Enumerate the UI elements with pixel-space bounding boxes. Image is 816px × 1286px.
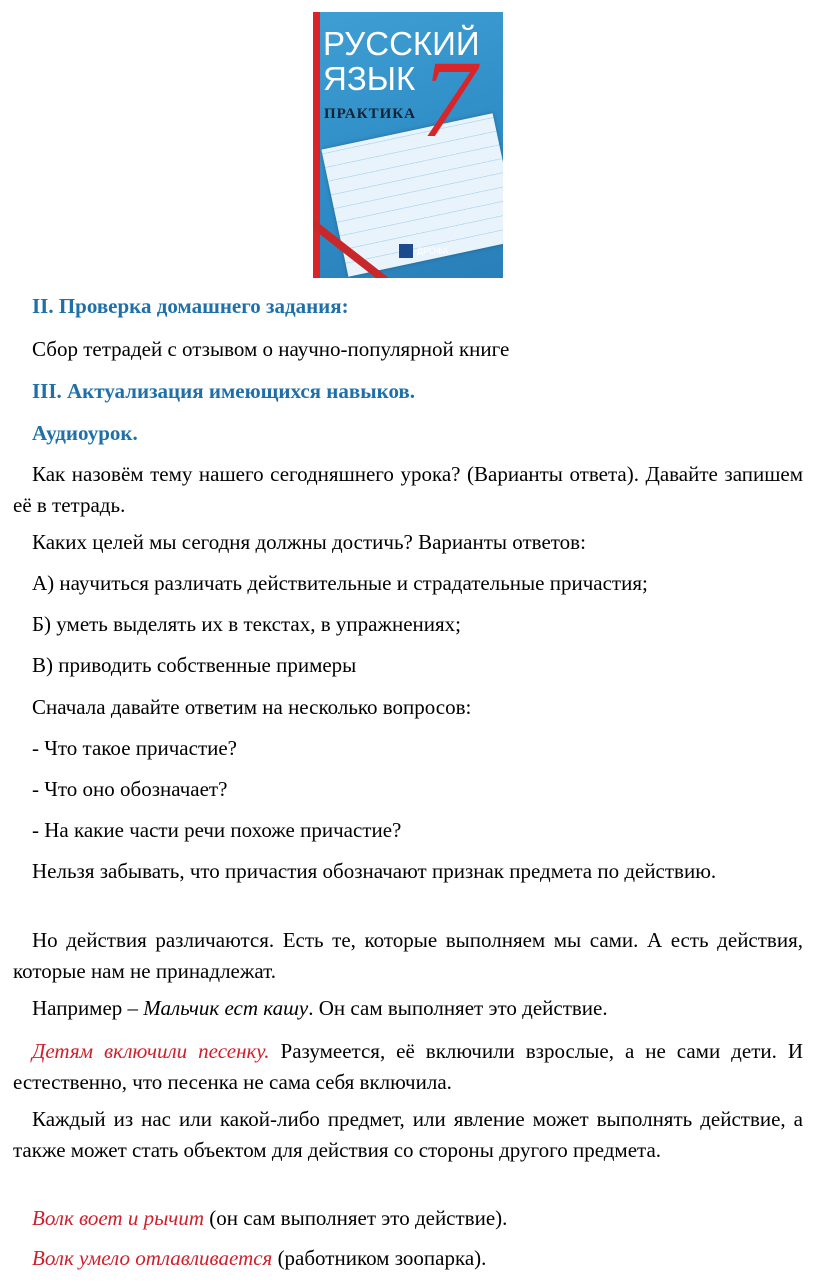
publisher-logo-icon: [399, 244, 413, 258]
example-3-suffix: (он сам выполняет это действие).: [204, 1206, 508, 1230]
heading-audio-lesson: Аудиоурок.: [32, 421, 138, 445]
paragraph-participle-meaning: Нельзя забывать, что причастия обозначают признак предмета по действию.: [32, 859, 717, 883]
paragraph-lesson-goals: Каких целей мы сегодня должны достичь? Варианты ответов:: [32, 530, 586, 554]
paragraph-example-3: [13, 1203, 803, 1234]
cover-title-line2: ЯЗЫК: [323, 60, 416, 97]
example-4-red-text: Волк умело отлавливается: [32, 1246, 273, 1270]
question-item-1: - Что такое причастие?: [32, 736, 237, 760]
paragraph-collect-notebooks: Сбор тетрадей с отзывом о научно-популярной книге: [32, 337, 510, 361]
paragraph-example-4: [13, 1243, 803, 1274]
question-item-3: - На какие части речи похоже причастие?: [32, 818, 402, 842]
paragraph-example-2: [13, 1036, 803, 1098]
goal-item-b: Б) уметь выделять их в текстах, в упражнениях;: [32, 612, 461, 636]
example-2-suffix: Разумеется, её включили взрослые, а не сами дети. И естественно, что песенка не сама себя включила.: [13, 1039, 803, 1094]
cover-title-line1: РУССКИЙ: [323, 25, 480, 62]
publisher-name: ДРОФА: [417, 246, 449, 256]
example-1-italic: Мальчик ест кашу: [143, 996, 309, 1020]
goal-item-c: В) приводить собственные примеры: [32, 653, 357, 677]
paragraph-questions-intro: Сначала давайте ответим на несколько вопросов:: [32, 695, 472, 719]
example-1-prefix: Например –: [32, 996, 144, 1020]
goal-item-a: А) научиться различать действительные и страдательные причастия;: [32, 571, 648, 595]
paragraph-actions-differ: Но действия различаются. Есть те, которые выполняем мы сами. А есть действия, которые нам не принадлежат.: [13, 928, 803, 983]
cover-grade-number: 7: [421, 38, 476, 160]
paragraph-subject-object: Каждый из нас или какой-либо предмет, или явление может выполнять действие, а также может стать объектом для действия со стороны другого предмета.: [13, 1107, 803, 1162]
example-4-suffix: (работником зоопарка).: [272, 1246, 487, 1270]
cover-subtitle: ПРАКТИКА: [324, 106, 417, 122]
heading-homework-check: II. Проверка домашнего задания:: [32, 294, 349, 318]
cover-red-stripe: [313, 12, 320, 278]
example-1-suffix: . Он сам выполняет это действие.: [308, 996, 608, 1020]
textbook-cover-image: [313, 12, 503, 278]
example-3-red-text: Волк воет и рычит: [32, 1206, 204, 1230]
heading-skills-update: III. Актуализация имеющихся навыков.: [32, 379, 416, 403]
paragraph-example-1: [13, 993, 803, 1024]
paragraph-lesson-topic: Как назовём тему нашего сегодняшнего урока? (Варианты ответа). Давайте запишем её в тетрадь.: [13, 462, 803, 517]
example-2-red-text: Детям включили песенку.: [32, 1039, 270, 1063]
question-item-2: - Что оно обозначает?: [32, 777, 228, 801]
